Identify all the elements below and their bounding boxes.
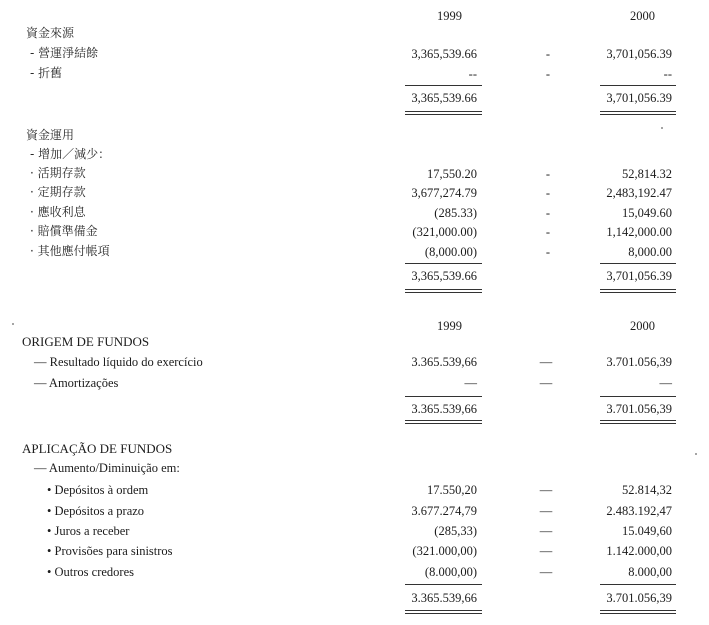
zh-sources-row-label: - 營運淨結餘 <box>30 46 99 60</box>
zh-uses-total-1999: 3,365,539.66 <box>411 269 477 283</box>
zh-uses-row-2000: 15,049.60 <box>622 206 672 220</box>
pt-uses-total-1999: 3.365.539,66 <box>411 591 477 605</box>
zh-uses-row-label: · 賠償準備金 <box>30 224 98 238</box>
pt-sources-row-1999: 3.365.539,66 <box>411 355 477 369</box>
pt-uses-row-2000: 15.049,60 <box>622 524 672 538</box>
pt-sources-total-1999: 3.365.539,66 <box>411 402 477 416</box>
zh-uses-row-separator: - <box>545 245 551 259</box>
zh-uses-row-1999: (285.33) <box>434 206 477 220</box>
zh-sources-rule-1999 <box>405 85 482 86</box>
zh-uses-row-separator: - <box>545 186 551 200</box>
pt-uses-heading: APLICAÇÃO DE FUNDOS <box>22 441 173 456</box>
pt-uses-double-rule-2000 <box>600 610 676 614</box>
pt-uses-row-1999: 17.550,20 <box>427 483 477 497</box>
pt-sources-row-label: — Resultado líquido do exercício <box>34 355 203 369</box>
pt-uses-row-label: • Depósitos à ordem <box>47 483 149 497</box>
zh-uses-row-1999: (321,000.00) <box>412 225 477 239</box>
pt-uses-row-separator: — <box>539 524 553 538</box>
pt-year-2000: 2000 <box>630 319 655 333</box>
zh-uses-row-separator: - <box>545 225 551 239</box>
pt-sources-double-rule-2000 <box>600 420 676 424</box>
zh-sources-row-separator: - <box>545 47 551 61</box>
zh-uses-rule-2000 <box>600 263 676 264</box>
pt-uses-row-2000: 2.483.192,47 <box>606 504 672 518</box>
pt-uses-row-label: • Juros a receber <box>47 524 130 538</box>
zh-sources-row-label: - 折舊 <box>30 66 63 80</box>
scan-speck <box>12 323 14 325</box>
zh-sources-heading: 資金來源 <box>26 26 75 40</box>
pt-uses-rule-1999 <box>405 584 482 585</box>
zh-uses-row-2000: 8,000.00 <box>628 245 672 259</box>
pt-uses-row-separator: — <box>539 483 553 497</box>
zh-sources-row-1999: 3,365,539.66 <box>411 47 477 61</box>
pt-uses-row-separator: — <box>539 504 553 518</box>
zh-uses-total-2000: 3,701,056.39 <box>606 269 672 283</box>
zh-uses-rule-1999 <box>405 263 482 264</box>
pt-uses-total-2000: 3.701.056,39 <box>606 591 672 605</box>
zh-uses-subheading: - 增加／減少： <box>30 147 111 161</box>
pt-uses-row-1999: (8.000,00) <box>424 565 477 579</box>
pt-uses-row-label: • Depósitos a prazo <box>47 504 145 518</box>
pt-sources-row-1999: — <box>464 376 477 390</box>
zh-uses-row-separator: - <box>545 206 551 220</box>
zh-uses-row-label: · 應收利息 <box>30 205 86 219</box>
zh-uses-row-1999: 17,550.20 <box>427 167 477 181</box>
pt-uses-subheading: — Aumento/Diminuição em: <box>34 461 180 475</box>
zh-sources-row-2000: 3,701,056.39 <box>606 47 672 61</box>
zh-uses-row-label: · 其他應付帳項 <box>30 244 110 258</box>
pt-sources-rule-1999 <box>405 396 482 397</box>
pt-sources-total-2000: 3.701.056,39 <box>606 402 672 416</box>
pt-sources-heading: ORIGEM DE FUNDOS <box>22 334 150 349</box>
pt-uses-row-2000: 1.142.000,00 <box>606 544 672 558</box>
pt-sources-row-separator: — <box>539 355 553 369</box>
pt-uses-row-separator: — <box>539 565 553 579</box>
zh-sources-row-2000: -- <box>663 67 672 81</box>
zh-year-2000: 2000 <box>630 9 655 23</box>
pt-uses-row-1999: (285,33) <box>434 524 477 538</box>
pt-uses-row-2000: 8.000,00 <box>628 565 672 579</box>
zh-sources-row-1999: -- <box>468 67 477 81</box>
pt-uses-row-2000: 52.814,32 <box>622 483 672 497</box>
zh-year-1999: 1999 <box>437 9 462 23</box>
zh-uses-row-2000: 52,814.32 <box>622 167 672 181</box>
zh-uses-row-2000: 2,483,192.47 <box>606 186 672 200</box>
pt-uses-row-separator: — <box>539 544 553 558</box>
zh-uses-double-rule-2000 <box>600 289 676 293</box>
pt-year-1999: 1999 <box>437 319 462 333</box>
pt-uses-row-1999: 3.677.274,79 <box>411 504 477 518</box>
zh-sources-rule-2000 <box>600 85 676 86</box>
pt-uses-row-label: • Outros credores <box>47 565 134 579</box>
pt-sources-row-2000: 3.701.056,39 <box>606 355 672 369</box>
zh-sources-total-1999: 3,365,539.66 <box>411 91 477 105</box>
zh-uses-double-rule-1999 <box>405 289 482 293</box>
pt-uses-row-1999: (321.000,00) <box>412 544 477 558</box>
pt-sources-double-rule-1999 <box>405 420 482 424</box>
pt-sources-row-2000: — <box>659 376 672 390</box>
zh-uses-row-2000: 1,142,000.00 <box>606 225 672 239</box>
zh-sources-double-rule-2000 <box>600 111 676 115</box>
pt-sources-rule-2000 <box>600 396 676 397</box>
scan-speck <box>661 127 663 129</box>
zh-uses-row-label: · 活期存款 <box>30 166 86 180</box>
pt-sources-row-label: — Amortizações <box>34 376 119 390</box>
pt-sources-row-separator: — <box>539 376 553 390</box>
pt-uses-rule-2000 <box>600 584 676 585</box>
pt-uses-row-label: • Provisões para sinistros <box>47 544 173 558</box>
zh-sources-total-2000: 3,701,056.39 <box>606 91 672 105</box>
zh-sources-row-separator: - <box>545 67 551 81</box>
zh-uses-row-separator: - <box>545 167 551 181</box>
zh-uses-row-label: · 定期存款 <box>30 185 86 199</box>
zh-uses-row-1999: (8,000.00) <box>424 245 477 259</box>
pt-uses-double-rule-1999 <box>405 610 482 614</box>
zh-sources-double-rule-1999 <box>405 111 482 115</box>
zh-uses-heading: 資金運用 <box>26 128 75 142</box>
scan-speck <box>695 453 697 455</box>
zh-uses-row-1999: 3,677,274.79 <box>411 186 477 200</box>
